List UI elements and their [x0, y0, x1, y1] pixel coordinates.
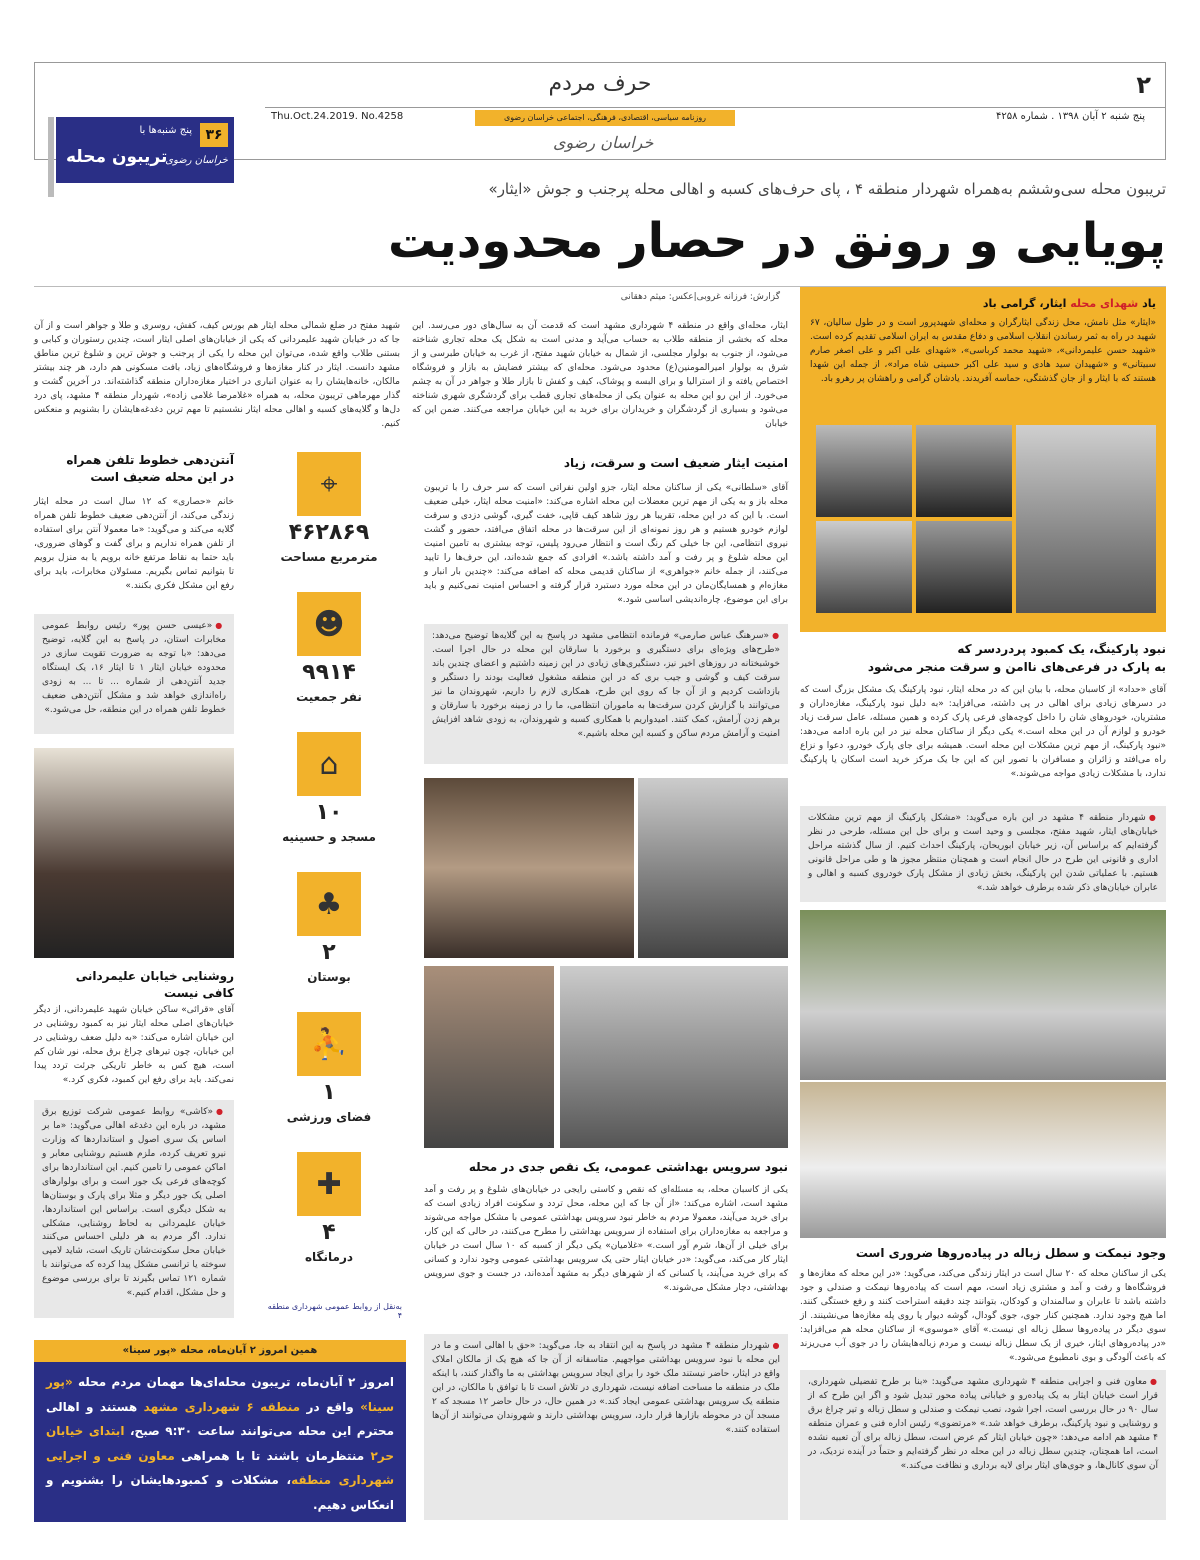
tribune-title: تریبون محله	[66, 147, 168, 167]
today-highlight: «پور سینا»	[46, 1375, 394, 1414]
today-box	[34, 1340, 406, 1522]
clinic-icon: ✚	[297, 1152, 361, 1216]
stat-value: ۱۰	[315, 800, 343, 825]
stat-label: مسجد و حسینیه	[282, 830, 376, 844]
stat-label: درمانگاه	[304, 1250, 354, 1264]
health-reply: ● شهردار منطقه ۴ مشهد در پاسخ به این انتقاد به جا، می‌گوید: «حق با اهالی است و ما در این محله با نبود سرویس بهداشتی مواجهیم. متاسفانه از آن جا که هیچ یک از مالکان املاک واقع در ایثار، حاضر نیستند ملک خود را برای ایجاد سرویس بهداشتی به ما واگذار کنند، با اینکه ملک در منطقه ما مساحت اضافه نیست، شهرداری در تلاش است تا با توافق با مالکان، در این منطقه یک سرویس بهداشتی عمومی ایجاد کند.» در همین حال، در حال حاضر ۱۲ مسجد که ۲ مسجد آن در محوطه بازارها قرار دارد، سرویس بهداشتی دارند و شهروندان می‌توانند از آن‌ها استفاده کنند.»	[424, 1334, 788, 1520]
martyrs-body: «ایثار» مثل نامش، محل زندگی ایثارگران و محله‌ای شهیدپرور است و در طول سالیان، ۶۷ شهید در راه به ثمر رساندن انقلاب اسلامی و دفاع مقدس به ایران اسلامی تقدیم کرده است. «شهید حسن علیمردانی»، «شهید محمد کرباسی»، «شهدای علی اکبر و علی اصغر صارم سبیتانی» و «شهیدان سید هادی و سید علی اکبر حسینی شاه مراد»، از جمله این شهدا هستند که با ایثار و از جان گذشتگی، حماسه آفریدند. یادشان گرامی و راهشان پر رهرو باد.	[810, 318, 1156, 384]
issue-date-en: Thu.Oct.24.2019. No.4258	[271, 111, 404, 122]
antenna-title: آنتن‌دهی خطوط تلفن همراه در این محله ضعیف است	[66, 453, 234, 484]
today-highlight: معاون فنی و اجرایی شهرداری منطقه	[46, 1448, 394, 1488]
today-text: واقع در	[300, 1399, 361, 1414]
sidewalk-reply: ● معاون فنی و اجرایی منطقه ۴ شهرداری مشهد می‌گوید: «بنا بر طرح تفضیلی شهرداری، قرار است خیابان ایثار به یک پیاده‌رو و خیابانی پیاده محور تبدیل شود و اگر این طرح که از سال ۹۰ در حال بررسی است، اجرا شود، نصب نیمکت و صندلی و سطل زباله و تیر چراغ برق و روشنایی و نبود پارکینگ، برطرف خواهد شد.» «مرتضوی» رئیس اداره فنی و عمران منطقه ۴ مشهد هم ادامه می‌دهد: «چون خیابان ایثار کم عرض است، سطل زباله برای آن تعبیه نشده است، اما همچنان، چندین سطل زباله در این محله در نظر گرفته‌ایم و حتماً در آینده نزدیک، در آن سوی کانال‌ها، و جوی‌های ایثار برای لایه برداری و نظافت می‌کند.»	[800, 1370, 1166, 1520]
martyr-photo-3	[916, 521, 1012, 613]
parking-title: نبود پارکینگ، یک کمبود پردردسر که به پارک در فرعی‌های ناامن و سرقت منجر می‌شود	[867, 642, 1166, 674]
issue-date: پنج شنبه ۲ آبان ۱۳۹۸ . شماره ۴۲۵۸	[995, 111, 1145, 122]
security-body: آقای «سلطانی» یکی از ساکنان محله ایثار، جزو اولین نفراتی است که سر حرف را با تریبون محله باز و به یکی از مهم ترین معضلات این محله اشاره می‌کند: «امنیت محله ایثار، خیلی ضعیف است. با این که در این محله، تقریبا هر روز شاهد کیف قاپی، خفت گیری، گوشی دزدی و سرقت لوازم خودرو هستیم و هر روز نمونه‌ای از این سرقت‌ها در محله اتفاق می‌افتد، حضور و گشت نیروی انتظامی، این جا خیلی کم رنگ است و انتظار می‌رود پلیس، توجه بیشتری به تامین امنیت این محله شلوغ و پر رفت و آمد داشته باشد.» افرادی که جمع شده‌اند، این حرف‌ها را تایید می‌کنند، از جمله خانم «جواهری» از ساکنان قدیمی محله که اضافه می‌کند: «چندین بار انبار و مغازه‌ام و همسایگان‌مان در این محله مورد دستبرد قرار گرفته و احساس امنیت نمی‌کنیم و باید برای این موضوع، چاره‌اندیشی اساسی شود.»	[424, 483, 788, 605]
stat-value: ۹۹۱۴	[302, 660, 356, 685]
article-headline: پویایی و رونق در حصار محدودیت	[387, 213, 1166, 269]
martyr-photo-2	[816, 425, 912, 517]
street-traffic-photo	[800, 1082, 1166, 1238]
tribune-number: ۳۶	[200, 123, 228, 147]
today-highlight: ابتدای خیابان حر۲	[46, 1424, 394, 1463]
martyrs-title: یاد شهدای محله ایثار، گرامی باد	[982, 297, 1156, 310]
sidewalk-body: یکی از ساکنان محله که ۲۰ سال است در ایثار زندگی می‌کند، می‌گوید: «در این محله که مغازه‌ها و فروشگاه‌ها و رفت و آمد و مشتری زیاد است، مهم است که پیاده‌روها نیمکت و صندلی و جود داشته باشد تا عابران و سالمندان و کودکان، بتوانند چند دقیقه استراحت کنند و رفع خستگی کنند. اما هیچ وجود ندارد. همچنین کنار جوی، جوی گودال، گوشه دیوار یا روی پله مغازه‌ها می‌نشینند. از سوی دیگر در پیاده‌روها سطل زباله ای نیست.» آقای «موسوی» از ساکنان محله هم می‌افزاید: «در پیاده‌روهای ایثار، خیری از یک سطل زباله نیست و مردم زباله‌هایشان را در جوی آب می‌ریزند که باعث آلودگی و بوی نامطبوع می‌شود.»	[800, 1269, 1167, 1363]
park-trees-icon: ♣	[297, 872, 361, 936]
stat-label: مترمربع مساحت	[280, 550, 378, 564]
lighting-body: آقای «قرائی» ساکن خیابان شهید علیمردانی، از دیگر خیابان‌های اصلی محله ایثار نیز به کمبود روشنایی در این خیابان اشاره می‌کند: «به دلیل ضعف روشنایی در این خیابان، چون تیرهای چراغ برق محله، نور شان کم است، هیچ کس به خاطر تاریکی جرئت تردد پیدا نمی‌کند. باید برای رفع این کمبود، فکری کرد.»	[34, 1005, 234, 1085]
parking-body: آقای «حداد» از کاسبان محله، با بیان این که در محله ایثار، نبود پارکینگ یک مشکل بزرگ است که در دسرهای زیادی برای اهالی در پی داشته، می‌افزاید: «به دلیل نبود پارکینگ، مغازه‌داران و مشتریان، خودروهای شان را داخل کوچه‌های فرعی پارک کرده و همین مسئله، عامل سرقت زیاد خودرو و لوازم آن در این محله است.» یکی دیگر از ساکنان محله نیز در این باره ادامه می‌دهد: «نبود پارکینگ، از مهم ترین مشکلات این محله است. همیشه برای جای پارک خودرو، دعوا و نزاع راه می‌افتد و زائران و مسافران با تصور این که این جا یک مرکز خرید است اسکان یا پارکینگ ندارد، با مشکلات زیادی مواجه می‌شوند.»	[800, 685, 1166, 779]
street-meeting-photo	[560, 966, 788, 1148]
sidewalk-title: وجود نیمکت و سطل زباله در پیاده‌روها ضروری است	[855, 1246, 1166, 1260]
today-text: منتظرمان باشند تا با همراهی	[174, 1448, 371, 1463]
parking-reply: ● شهردار منطقه ۴ مشهد در این باره می‌گوید: «مشکل پارکینگ از مهم ترین مشکلات خیابان‌های ایثار، شهید مفتح، مجلسی و وحید است و برای حل این مسئله، طرحی در نظر گرفته‌ایم که براساس آن، زیر خیابان ابوریحان، پارکینگ احداث کنیم. از سال گذشته مراحل اداری و قانونی این طرح در حال انجام است و همچنان منتظر مجوز ها و طی مراحل قانونی هستیم. با عملیاتی شدن این پارکینگ، بخش زیادی از مشکل پارک خودروی کسبه و اهالی و عابران خیابان‌های ذکر شده برطرف خواهد شد.»	[800, 806, 1166, 902]
security-title: امنیت ایثار ضعیف است و سرقت، زیاد	[563, 456, 788, 470]
today-highlight: منطقه ۶ شهرداری مشهد	[143, 1399, 301, 1414]
today-title: همین امروز ۲ آبان‌ماه، محله «پور سینا»	[34, 1340, 406, 1362]
stat-value: ۱	[322, 1080, 336, 1105]
paper-subtitle: روزنامه سیاسی، اقتصادی، فرهنگی، اجتماعی خراسان رضوی	[475, 110, 735, 126]
martyr-photo-father	[1016, 425, 1156, 613]
lighting-reply: ● «کاشی» روابط عمومی شرکت توزیع برق مشهد، در باره این دغدغه اهالی می‌گوید: «ما بر اساس یک سری اصول و استانداردها که وزارت نیرو تعریف کرده، ملزم هستیم روشنایی معابر و اماکن عمومی را تامین کنیم. این استانداردها برای کوچه‌های فرعی یک جور است و برای بولوارهای اصلی یک جور دیگر و مثلا برای پارک و بوستان‌ها به شکل دیگری است. براساس این استانداردها، خیابان علیمردانی به لحاظ روشنایی، مشکلی ندارد. اگر مردم به هر دلیلی احساس می‌کنند خیابان محل سکونت‌شان تاریک است، شاید لامپی سوخته یا ترانسی مشکل پیدا کرده که می‌توانند با شماره ۱۲۱ تماس بگیرند تا برای بررسی موضوع و حل مشکل، اقدام کنیم.»	[34, 1100, 234, 1318]
intro-column-2: شهید مفتح در ضلع شمالی محله ایثار هم بورس کیف، کفش، روسری و طلا و جواهر است و از آن جا که در خیابان شهید علیمردانی که یکی از خیابان‌های اصلی ایثار است، چندین رستوران و کبابی و بستنی طلاب واقع شده، می‌توان این محله را یکی از پرجنب و جوش ترین و شلوغ ترین مناطق مشهد دانست. ایثار در کنار مغازه‌ها و فروشگاه‌های زیاد، بافت مسکونی هم دارد، هر چند بیشتر مالکان، خانه‌هایشان را به عنوان انباری در اختیار مغازه‌داران منطقه گذاشته‌اند. در آخرین گشت و گذار مهرماهی تریبون محله، به همراه «غلامرضا غلامی زاده»، شهردار منطقه ۴ مشهد، پای درد دل‌ها و گلایه‌های کسبه و اهالی محله ایثار نشستیم تا مهم ترین دغدغه‌هایشان را بشنویم و منعکس کنیم.	[34, 321, 400, 429]
antenna-reply: ● «عیسی حسن پور» رئیس روابط عمومی مخابرات استان، در پاسخ به این گلایه، توضیح می‌دهد: «با توجه به ضرورت تقویت سازی در محدوده خیابان ایثار ۱ تا ایثار ۱۶، یک ایستگاه جدید آنتن‌دهی از شماره ... تا ... به زودی راه‌اندازی خواهد شد و مشکل آنتن‌دهی ضعیف خطوط تلفن همراه در این منطقه، حل می‌شود.»	[34, 614, 234, 734]
stat-label: فضای ورزشی	[286, 1110, 372, 1124]
health-body: یکی از کاسبان محله، به مسئله‌ای که نقص و کاستی رایجی در خیابان‌های شلوغ و پر رفت و آمد مشهد است، اشاره می‌کند: «از آن جا که این محله، محل تردد و سکونت افراد زیادی است که برای خرید می‌آیند، معمولا مردم به خاطر نبود سرویس بهداشتی عمومی با مشکل مواجه می‌شوند و مراجعه به مغازه‌داران برای استفاده از سرویس بهداشتی را مطرح می‌کنند، در حالی که این کار، برای خیلی از آن‌ها، شرم آور است.» «غلامیان» یکی دیگر از کسبه که ۱۰ سال است در خیابان ایثار کار می‌کند، می‌گوید: «در خیابان ایثار حتی یک سرویس بهداشتی عمومی وجود ندارد و کسانی که برای خرید می‌آیند، یا کسانی که از شهرهای دیگر به مشهد آمده‌اند، در جست و جوی سرویس بهداشتی، دچار مشکل می‌شوند.»	[424, 1185, 788, 1293]
section-title: حرف مردم	[548, 71, 652, 96]
martyr-photo-4	[816, 521, 912, 613]
today-text: هستند و اهالی محترم این محله می‌توانند ساعت ۹:۳۰ صبح،	[46, 1399, 395, 1439]
martyrs-box	[800, 287, 1166, 632]
mayor-portrait-photo	[638, 778, 788, 958]
health-title: نبود سرویس بهداشتی عمومی، یک نقص جدی در محله	[468, 1160, 788, 1174]
antenna-body: خانم «حصاری» که ۱۲ سال است در محله ایثار زندگی می‌کند، از آنتن‌دهی ضعیف خطوط تلفن همراه گلایه می‌کند و می‌گوید: «ما معمولا آنتن برای استفاده از تلفن همراه نداریم و برای گفت و گوهای ضروری، باید حتما به نقاط مرتفع خانه برویم یا به منزل برویم تا بتوانیم تماس بگیریم. مسئولان مخابرات، باید برای رفع این مشکل فکری بکنند.»	[34, 497, 234, 591]
location-pin-icon: ⌖	[297, 452, 361, 516]
paper-logo: خراسان رضوی	[553, 133, 654, 152]
tribune-logo: خراسان رضوی	[165, 155, 228, 166]
mosque-icon: ⌂	[297, 732, 361, 796]
stat-label: بوستان	[307, 970, 351, 984]
byline: گزارش: فرزانه غروبی|عکس: میثم دهقانی	[620, 292, 780, 302]
lighting-title: روشنایی خیابان علیمردانی کافی نیست	[75, 969, 234, 1000]
today-text: امروز ۲ آبان‌ماه، تریبون محله‌ای‌ها مهمان مردم محله	[72, 1375, 394, 1389]
residents-talk-photo	[424, 966, 554, 1148]
stat-value: ۴	[322, 1220, 336, 1245]
shopkeeper-photo	[34, 748, 234, 958]
article-kicker: تریبون محله سی‌وششم به‌همراه شهردار منطقه ۴ ، پای حرف‌های کسبه و اهالی محله پرجنب و جوش «ایثار»	[488, 180, 1166, 198]
page-number: ۲	[1136, 71, 1151, 99]
sports-icon: ⛹	[297, 1012, 361, 1076]
stat-value: ۲	[322, 940, 336, 965]
stat-value: ۴۶۲۸۶۹	[288, 520, 370, 545]
tribune-line1: پنج شنبه‌ها با	[139, 125, 192, 136]
stats-source: به‌نقل از روابط عمومی شهرداری منطقه ۴	[267, 1302, 402, 1320]
street-parked-cars-photo	[800, 910, 1166, 1080]
today-body	[46, 1370, 394, 1518]
masthead-divider	[265, 107, 1165, 108]
tribune-badge	[56, 117, 234, 183]
stat-label: نفر جمعیت	[296, 690, 362, 704]
badge-post	[48, 117, 54, 197]
security-reply: ● «سرهنگ عباس صارمی» فرمانده انتظامی مشهد در پاسخ به این گلایه‌ها توضیح می‌دهد: «طرح‌های ویژه‌ای برای دستگیری و برخورد با سارقان این محله در حال اجرا است. خوشبختانه در روزهای اخیر نیز، دستگیری‌های زیادی در این زمینه داشتیم و اعضای چندین باند سرقت کیف و گوشی و جیب بری که در این منطقه مشغول فعالیت بودند را دستگیر و بازداشت کردیم و از آن جا که روی این طرح، همکاری لازم را داریم، شهروندان ما نیز می‌توانند با گزارش کردن سرقت‌ها به ماموران انتظامی، ما را در زمینه برخورد با سارقان و برهم زدن آرامش، کمک کنند. امیدواریم با همکاری کسبه و شهروندان، به زودی شاهد افزایش امنیت و آرامش مردم ساکن و کسبه این محله باشیم.»	[424, 624, 788, 764]
martyr-photo-1	[916, 425, 1012, 517]
intro-column-1: ایثار، محله‌ای واقع در منطقه ۴ شهرداری مشهد است که قدمت آن به سال‌های دور می‌رسد. این محله که بخشی از منطقه طلاب به حساب می‌آید و مدنی است به شکل یک محله تجاری شناخته می‌شود، از جنوب به بولوار مجلسی، از شمال به خیابان شهید مفتح، از غرب به خیابان طبرسی و از شرق به بولوار امیرالمومنین(ع) محدود می‌شود. محله‌ای که بیشتر فضایش به بازار و فروشگاه اختصاص یافته و از استرالیا و برای البسه و پوشاک، کیف و کفش تا بازار طلا و جواهر در آن به چشم می‌خورد. از این رو این محله به عنوان یکی از محله‌های تجاری قطب برای گردشگری شهری شناخته می‌شود و بسیاری از گردشگران و خریداران برای خرید به این خیابان مراجعه می‌کنند. ضمن این که خیابان	[412, 321, 788, 429]
population-icon: ☻	[297, 592, 361, 656]
today-text: ، مشکلات و کمبودهایشان را بشنویم و انعکاس دهیم.	[46, 1473, 394, 1512]
shop-interior-photo	[424, 778, 634, 958]
